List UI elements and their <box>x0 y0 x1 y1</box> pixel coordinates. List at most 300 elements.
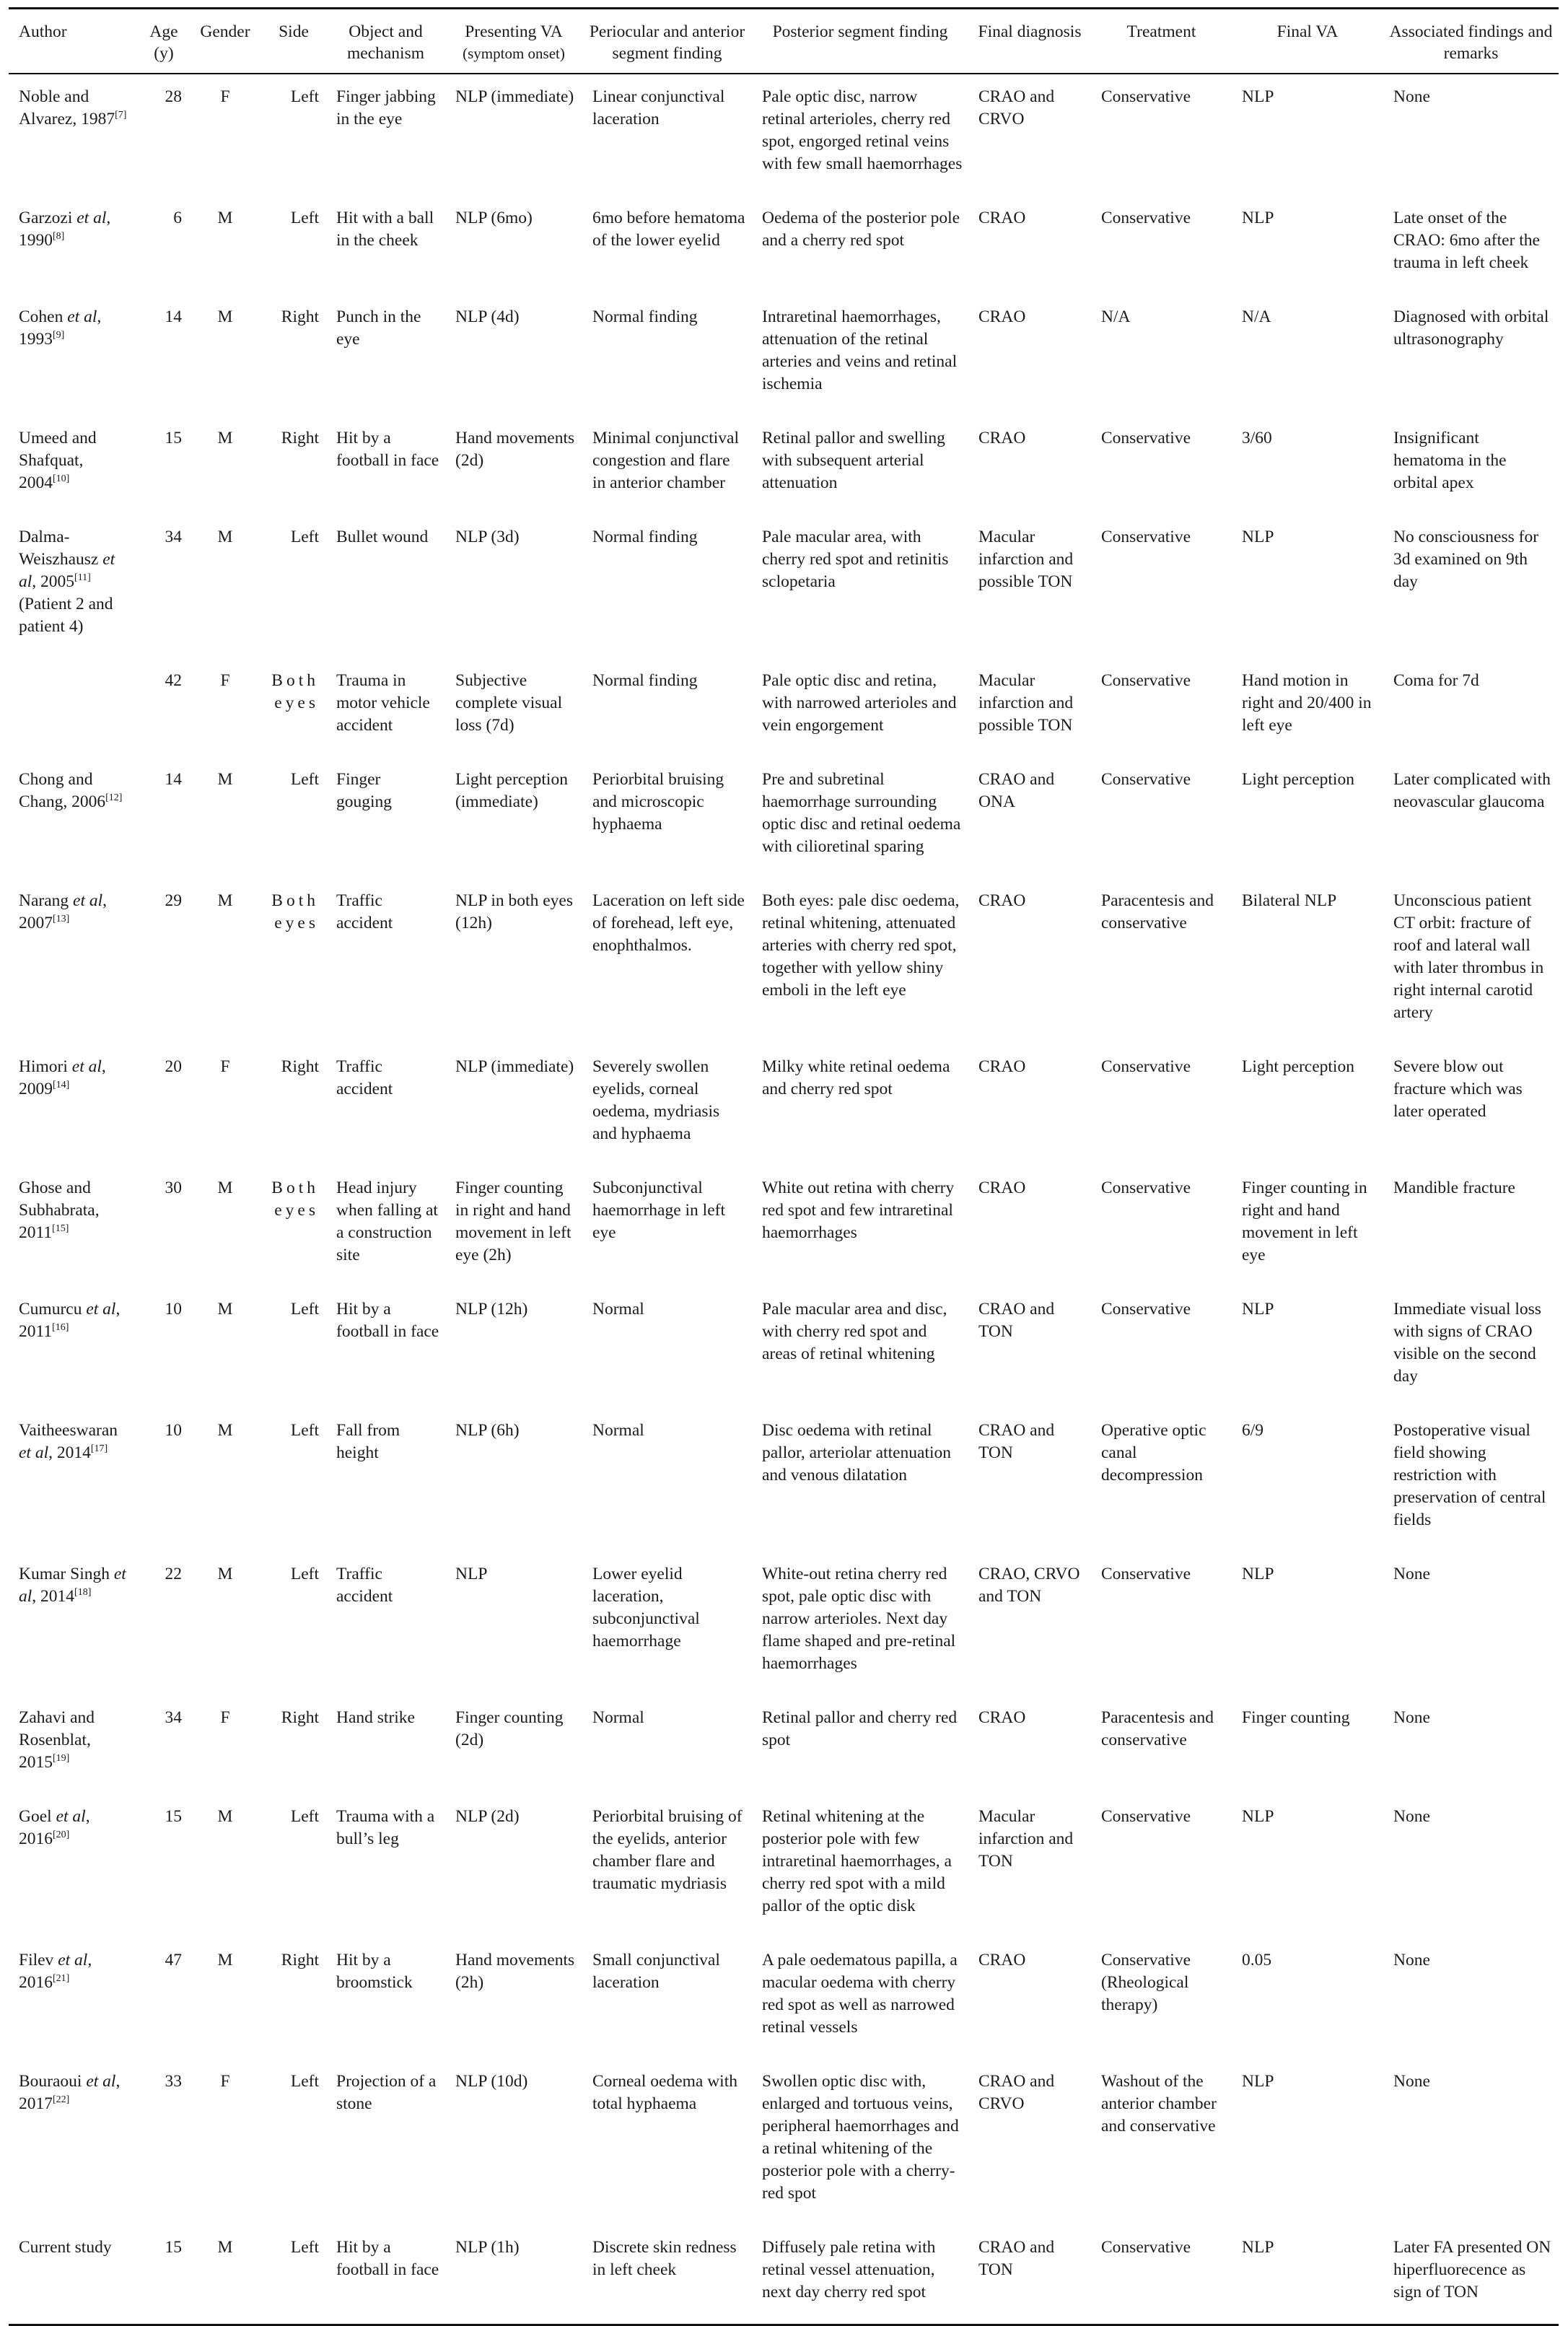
presenting-va-cell: NLP (10d) <box>455 2072 528 2091</box>
diagnosis-cell: CRAO <box>978 429 1026 447</box>
presenting-va-cell: Subjective complete visual loss (7d) <box>455 671 563 735</box>
author-text: Umeed and Shafquat, 2004 <box>19 429 97 492</box>
author-cell <box>9 1287 139 1408</box>
final-va-cell: 0.05 <box>1242 1951 1272 1969</box>
mechanism-cell: Hit by a football in face <box>336 1300 439 1341</box>
header-diagnosis: Final diagnosis <box>978 22 1082 41</box>
remarks-cell: Insignificant hematoma in the orbital apex <box>1393 429 1507 492</box>
posterior-cell: Pale optic disc, narrow retinal arterioles, cherry red spot, engorged retinal veins with few small haemorrhages <box>762 87 963 173</box>
presenting-va-cell: NLP (1h) <box>455 2238 520 2257</box>
header-presenting-va-sub: (symptom onset) <box>463 45 565 62</box>
diagnosis-cell: CRAO and ONA <box>978 770 1055 811</box>
header-age: Age (y) <box>149 22 178 63</box>
side-cell: Both eyes <box>271 1179 319 1220</box>
author-cell <box>9 1695 139 1794</box>
author-year: , 2016 <box>19 1951 92 1992</box>
author-text: Kumar Singh <box>19 1565 114 1583</box>
treatment-cell: N/A <box>1101 307 1131 326</box>
gender-cell: F <box>220 671 230 690</box>
author-cell <box>9 2059 139 2225</box>
remarks-cell: None <box>1393 1951 1430 1969</box>
posterior-cell: Both eyes: pale disc oedema, retinal whitening, attenuated arteries with cherry red spot, together with yellow shiny emboli in the left eye <box>762 891 960 1000</box>
author-cell <box>9 196 139 294</box>
author-text: Cohen <box>19 307 68 326</box>
author-year: , 2005 <box>32 572 75 591</box>
author-extra: (Patient 2 and patient 4) <box>19 595 113 636</box>
treatment-cell: Paracentesis and conservative <box>1101 1708 1214 1749</box>
gender-cell: F <box>220 87 230 106</box>
table-row <box>9 757 1559 878</box>
table-row <box>9 1695 1559 1794</box>
author-text: Filev <box>19 1951 58 1969</box>
diagnosis-cell: CRAO <box>978 1179 1026 1197</box>
author-year: , 2009 <box>19 1057 106 1098</box>
age-cell: 15 <box>165 429 182 447</box>
final-va-cell: N/A <box>1242 307 1271 326</box>
final-va-cell: Bilateral NLP <box>1242 891 1337 910</box>
side-cell: Both eyes <box>271 891 319 932</box>
author-et-al: et al <box>19 1443 49 1462</box>
remarks-cell: None <box>1393 2072 1430 2091</box>
remarks-cell: Diagnosed with orbital ultrasonography <box>1393 307 1549 349</box>
author-et-al: et al <box>86 1300 116 1319</box>
posterior-cell: Pre and subretinal haemorrhage surrounding optic disc and retinal oedema with cilioretinal sparing <box>762 770 961 856</box>
age-cell: 34 <box>165 1708 182 1727</box>
age-cell: 6 <box>173 209 182 227</box>
treatment-cell: Conservative (Rheological therapy) <box>1101 1951 1191 2014</box>
author-et-al: et al <box>76 209 107 227</box>
author-year: , 2014 <box>32 1587 75 1606</box>
mechanism-cell: Hand strike <box>336 1708 415 1727</box>
age-cell: 22 <box>165 1565 182 1583</box>
author-cell <box>9 757 139 878</box>
table-row <box>9 2059 1559 2225</box>
mechanism-cell: Hit by a football in face <box>336 429 439 470</box>
author-et-al: et al <box>58 1951 88 1969</box>
mechanism-cell: Trauma in motor vehicle accident <box>336 671 430 735</box>
table-row <box>9 1044 1559 1166</box>
author-cell <box>9 294 139 416</box>
case-reports-table <box>9 7 1559 2326</box>
final-va-cell: Hand motion in right and 20/400 in left eye <box>1242 671 1372 735</box>
treatment-cell: Operative optic canal decompression <box>1101 1421 1206 1485</box>
remarks-cell: Mandible fracture <box>1393 1179 1515 1197</box>
age-cell: 10 <box>165 1421 182 1440</box>
gender-cell: F <box>220 1057 230 1076</box>
treatment-cell: Conservative <box>1101 1057 1191 1076</box>
mechanism-cell: Trauma with a bull’s leg <box>336 1807 435 1848</box>
treatment-cell: Conservative <box>1101 1807 1191 1826</box>
anterior-cell: Normal <box>592 1421 644 1440</box>
remarks-cell: Severe blow out fracture which was later operated <box>1393 1057 1523 1121</box>
diagnosis-cell: CRAO and CRVO <box>978 2072 1055 2113</box>
side-cell: Left <box>290 1565 319 1583</box>
remarks-cell: Immediate visual loss with signs of CRAO visible on the second day <box>1393 1300 1541 1386</box>
author-cell <box>9 1938 139 2059</box>
age-cell: 20 <box>165 1057 182 1076</box>
treatment-cell: Conservative <box>1101 1300 1191 1319</box>
treatment-cell: Washout of the anterior chamber and conservative <box>1101 2072 1217 2135</box>
author-year: , 1990 <box>19 209 111 250</box>
age-cell: 28 <box>165 87 182 106</box>
treatment-cell: Conservative <box>1101 1565 1191 1583</box>
citation-ref: [12] <box>105 792 123 804</box>
citation-ref: [15] <box>52 1223 69 1235</box>
diagnosis-cell: Macular infarction and TON <box>978 1807 1074 1871</box>
anterior-cell: Laceration on left side of forehead, left eye, enophthalmos. <box>592 891 745 955</box>
final-va-cell: NLP <box>1242 87 1274 106</box>
diagnosis-cell: CRAO, CRVO and TON <box>978 1565 1080 1606</box>
author-et-al: et al <box>86 2072 116 2091</box>
presenting-va-cell: Hand movements (2d) <box>455 429 575 470</box>
author-year: , 2007 <box>19 891 108 932</box>
header-row <box>9 9 1559 74</box>
gender-cell: F <box>220 1708 230 1727</box>
final-va-cell: NLP <box>1242 1300 1274 1319</box>
author-cell <box>9 658 139 757</box>
age-cell: 14 <box>165 307 182 326</box>
side-cell: Right <box>281 1057 319 1076</box>
treatment-cell: Conservative <box>1101 528 1191 546</box>
presenting-va-cell: NLP (3d) <box>455 528 520 546</box>
diagnosis-cell: CRAO <box>978 1951 1026 1969</box>
table-row <box>9 1552 1559 1695</box>
posterior-cell: White-out retina cherry red spot, pale optic disc with narrow arterioles. Next day flame shaped and pre-retinal haemorrhages <box>762 1565 956 1673</box>
author-text: Ghose and Subhabrata, 2011 <box>19 1179 100 1242</box>
diagnosis-cell: CRAO <box>978 1708 1026 1727</box>
mechanism-cell: Traffic accident <box>336 1057 393 1098</box>
final-va-cell: NLP <box>1242 528 1274 546</box>
header-final-va: Final VA <box>1276 22 1339 41</box>
posterior-cell: Swollen optic disc with, enlarged and tortuous veins, peripheral haemorrhages and a retinal whitening of the posterior pole with a cherry-red spot <box>762 2072 959 2203</box>
citation-ref: [8] <box>53 231 65 242</box>
author-text: Vaitheeswaran <box>19 1421 118 1440</box>
citation-ref: [16] <box>52 1322 69 1334</box>
diagnosis-cell: CRAO <box>978 209 1026 227</box>
posterior-cell: Pale macular area and disc, with cherry red spot and areas of retinal whitening <box>762 1300 947 1363</box>
side-cell: Both eyes <box>271 671 319 712</box>
treatment-cell: Conservative <box>1101 209 1191 227</box>
age-cell: 34 <box>165 528 182 546</box>
side-cell: Left <box>290 528 319 546</box>
remarks-cell: Later complicated with neovascular glaucoma <box>1393 770 1551 811</box>
author-text: Goel <box>19 1807 56 1826</box>
table-body <box>9 74 1559 2325</box>
author-cell <box>9 1044 139 1166</box>
mechanism-cell: Traffic accident <box>336 1565 393 1606</box>
anterior-cell: Severely swollen eyelids, corneal oedema, mydriasis and hyphaema <box>592 1057 720 1143</box>
diagnosis-cell: CRAO and TON <box>978 2238 1055 2279</box>
author-cell <box>9 1408 139 1552</box>
mechanism-cell: Finger jabbing in the eye <box>336 87 436 128</box>
author-et-al: et al <box>56 1807 86 1826</box>
mechanism-cell: Hit with a ball in the cheek <box>336 209 434 250</box>
author-year: , 2017 <box>19 2072 121 2113</box>
anterior-cell: Lower eyelid laceration, subconjunctival haemorrhage <box>592 1565 700 1651</box>
treatment-cell: Paracentesis and conservative <box>1101 891 1214 932</box>
remarks-cell: Postoperative visual field showing restriction with preservation of central fields <box>1393 1421 1546 1529</box>
age-cell: 14 <box>165 770 182 789</box>
citation-ref: [18] <box>74 1587 92 1599</box>
remarks-cell: Later FA presented ON hiperfluorecence as sign of TON <box>1393 2238 1551 2301</box>
presenting-va-cell: NLP in both eyes (12h) <box>455 891 573 932</box>
citation-ref: [14] <box>53 1080 70 1091</box>
remarks-cell: Coma for 7d <box>1393 671 1479 690</box>
author-cell <box>9 416 139 515</box>
final-va-cell: Light perception <box>1242 770 1354 789</box>
anterior-cell: 6mo before hematoma of the lower eyelid <box>592 209 745 250</box>
gender-cell: M <box>217 1951 233 1969</box>
side-cell: Right <box>281 1951 319 1969</box>
gender-cell: M <box>217 1565 233 1583</box>
author-et-al: et al <box>19 1565 126 1606</box>
table-row <box>9 658 1559 757</box>
posterior-cell: Retinal pallor and cherry red spot <box>762 1708 958 1749</box>
citation-ref: [13] <box>53 914 70 925</box>
author-cell <box>9 878 139 1044</box>
mechanism-cell: Head injury when falling at a construction site <box>336 1179 438 1264</box>
author-text: Noble and Alvarez, 1987 <box>19 87 115 128</box>
author-text: Current study <box>19 2238 112 2257</box>
mechanism-cell: Finger gouging <box>336 770 393 811</box>
table-row <box>9 1938 1559 2059</box>
age-cell: 42 <box>165 671 182 690</box>
anterior-cell: Corneal oedema with total hyphaema <box>592 2072 737 2113</box>
final-va-cell: Finger counting <box>1242 1708 1350 1727</box>
age-cell: 30 <box>165 1179 182 1197</box>
side-cell: Left <box>290 2072 319 2091</box>
gender-cell: M <box>217 1807 233 1826</box>
anterior-cell: Normal finding <box>592 307 698 326</box>
citation-ref: [7] <box>115 110 127 121</box>
header-presenting-va-main: Presenting VA <box>465 22 563 41</box>
treatment-cell: Conservative <box>1101 1179 1191 1197</box>
posterior-cell: Disc oedema with retinal pallor, arteriolar attenuation and venous dilatation <box>762 1421 952 1485</box>
citation-ref: [9] <box>53 330 65 341</box>
final-va-cell: NLP <box>1242 2072 1274 2091</box>
table-row <box>9 1166 1559 1287</box>
diagnosis-cell: CRAO and TON <box>978 1300 1055 1341</box>
side-cell: Left <box>290 87 319 106</box>
posterior-cell: Diffusely pale retina with retinal vessel attenuation, next day cherry red spot <box>762 2238 936 2301</box>
final-va-cell: NLP <box>1242 1807 1274 1826</box>
presenting-va-cell: NLP (6mo) <box>455 209 533 227</box>
remarks-cell: None <box>1393 1565 1430 1583</box>
age-cell: 15 <box>165 2238 182 2257</box>
posterior-cell: A pale oedematous papilla, a macular oedema with cherry red spot as well as narrowed retinal vessels <box>762 1951 958 2037</box>
mechanism-cell: Fall from height <box>336 1421 400 1462</box>
table-container <box>9 7 1559 2326</box>
side-cell: Left <box>290 2238 319 2257</box>
header-mechanism: Object and mechanism <box>346 22 425 63</box>
age-cell: 33 <box>165 2072 182 2091</box>
remarks-cell: No consciousness for 3d examined on 9th day <box>1393 528 1539 591</box>
author-text: Cumurcu <box>19 1300 87 1319</box>
table-row <box>9 1287 1559 1408</box>
gender-cell: M <box>217 2238 233 2257</box>
author-year: , 2011 <box>19 1300 121 1341</box>
side-cell: Right <box>281 429 319 447</box>
posterior-cell: White out retina with cherry red spot and few intraretinal haemorrhages <box>762 1179 955 1242</box>
anterior-cell: Periorbital bruising and microscopic hyphaema <box>592 770 724 834</box>
author-cell <box>9 1552 139 1695</box>
header-presenting-va <box>445 9 582 74</box>
author-text: Zahavi and Rosenblat, 2015 <box>19 1708 95 1772</box>
author-et-al: et al <box>71 1057 102 1076</box>
gender-cell: M <box>217 528 233 546</box>
mechanism-cell: Hit by a broomstick <box>336 1951 413 1992</box>
presenting-va-cell: NLP (4d) <box>455 307 520 326</box>
anterior-cell: Small conjunctival laceration <box>592 1951 720 1992</box>
final-va-cell: NLP <box>1242 1565 1274 1583</box>
remarks-cell: None <box>1393 1807 1430 1826</box>
side-cell: Right <box>281 1708 319 1727</box>
header-remarks: Associated findings and remarks <box>1389 22 1553 63</box>
citation-ref: [17] <box>90 1443 108 1455</box>
header-anterior: Periocular and anterior segment finding <box>589 22 745 63</box>
presenting-va-cell: Light perception (immediate) <box>455 770 568 811</box>
side-cell: Left <box>290 1807 319 1826</box>
anterior-cell: Normal finding <box>592 671 698 690</box>
side-cell: Left <box>290 209 319 227</box>
citation-ref: [19] <box>53 1753 70 1765</box>
presenting-va-cell: NLP (2d) <box>455 1807 520 1826</box>
treatment-cell: Conservative <box>1101 87 1191 106</box>
table-row <box>9 878 1559 1044</box>
final-va-cell: NLP <box>1242 2238 1274 2257</box>
age-cell: 15 <box>165 1807 182 1826</box>
remarks-cell: None <box>1393 1708 1430 1727</box>
posterior-cell: Retinal pallor and swelling with subsequent arterial attenuation <box>762 429 945 492</box>
treatment-cell: Conservative <box>1101 671 1191 690</box>
final-va-cell: NLP <box>1242 209 1274 227</box>
presenting-va-cell: Hand movements (2h) <box>455 1951 575 1992</box>
citation-ref: [11] <box>74 572 91 584</box>
author-year: , 2016 <box>19 1807 90 1848</box>
diagnosis-cell: CRAO <box>978 307 1026 326</box>
table-row <box>9 1408 1559 1552</box>
posterior-cell: Pale macular area, with cherry red spot and retinitis sclopetaria <box>762 528 949 591</box>
table-row <box>9 294 1559 416</box>
author-cell <box>9 515 139 658</box>
final-va-cell: 6/9 <box>1242 1421 1264 1440</box>
author-cell <box>9 2225 139 2325</box>
treatment-cell: Conservative <box>1101 770 1191 789</box>
author-text: Bouraoui <box>19 2072 87 2091</box>
table-row <box>9 74 1559 196</box>
author-year: , 1993 <box>19 307 102 349</box>
final-va-cell: 3/60 <box>1242 429 1272 447</box>
author-year: , 2014 <box>48 1443 91 1462</box>
side-cell: Left <box>290 1421 319 1440</box>
anterior-cell: Linear conjunctival laceration <box>592 87 725 128</box>
mechanism-cell: Punch in the eye <box>336 307 421 349</box>
gender-cell: M <box>217 891 233 910</box>
anterior-cell: Subconjunctival haemorrhage in left eye <box>592 1179 725 1242</box>
table-row <box>9 196 1559 294</box>
author-cell <box>9 1166 139 1287</box>
gender-cell: M <box>217 1421 233 1440</box>
presenting-va-cell: NLP (12h) <box>455 1300 528 1319</box>
treatment-cell: Conservative <box>1101 429 1191 447</box>
posterior-cell: Oedema of the posterior pole and a cherry red spot <box>762 209 960 250</box>
author-et-al: et al <box>67 307 97 326</box>
posterior-cell: Intraretinal haemorrhages, attenuation of the retinal arteries and veins and retinal ischemia <box>762 307 958 393</box>
table-row <box>9 1794 1559 1938</box>
presenting-va-cell: NLP (6h) <box>455 1421 520 1440</box>
side-cell: Left <box>290 1300 319 1319</box>
author-cell <box>9 1794 139 1938</box>
author-text: Chong and Chang, 2006 <box>19 770 106 811</box>
diagnosis-cell: CRAO <box>978 891 1026 910</box>
header-gender: Gender <box>200 22 250 41</box>
author-text: Himori <box>19 1057 72 1076</box>
gender-cell: M <box>217 429 233 447</box>
table-row <box>9 416 1559 515</box>
remarks-cell: None <box>1393 87 1430 106</box>
diagnosis-cell: Macular infarction and possible TON <box>978 528 1074 591</box>
mechanism-cell: Traffic accident <box>336 891 393 932</box>
header-treatment: Treatment <box>1126 22 1196 41</box>
mechanism-cell: Projection of a stone <box>336 2072 437 2113</box>
remarks-cell: Late onset of the CRAO: 6mo after the trauma in left cheek <box>1393 209 1540 272</box>
presenting-va-cell: NLP (immediate) <box>455 1057 574 1076</box>
presenting-va-cell: NLP <box>455 1565 488 1583</box>
mechanism-cell: Hit by a football in face <box>336 2238 439 2279</box>
treatment-cell: Conservative <box>1101 2238 1191 2257</box>
anterior-cell: Normal finding <box>592 528 698 546</box>
final-va-cell: Finger counting in right and hand movement in left eye <box>1242 1179 1367 1264</box>
presenting-va-cell: NLP (immediate) <box>455 87 574 106</box>
author-text: Dalma-Weiszhausz <box>19 528 103 569</box>
remarks-cell: Unconscious patient CT orbit: fracture of roof and lateral wall with later thrombus in right internal carotid artery <box>1393 891 1544 1022</box>
author-et-al: et al <box>19 550 115 591</box>
diagnosis-cell: CRAO <box>978 1057 1026 1076</box>
header-posterior: Posterior segment finding <box>772 22 948 41</box>
age-cell: 10 <box>165 1300 182 1319</box>
author-cell <box>9 74 139 196</box>
citation-ref: [21] <box>53 1973 70 1985</box>
citation-ref: [10] <box>53 473 70 485</box>
anterior-cell: Minimal conjunctival congestion and flare in anterior chamber <box>592 429 739 492</box>
author-text: Garzozi <box>19 209 77 227</box>
side-cell: Left <box>290 770 319 789</box>
gender-cell: M <box>217 307 233 326</box>
gender-cell: M <box>217 1300 233 1319</box>
age-cell: 47 <box>165 1951 182 1969</box>
anterior-cell: Normal <box>592 1300 644 1319</box>
gender-cell: F <box>220 2072 230 2091</box>
posterior-cell: Milky white retinal oedema and cherry red spot <box>762 1057 950 1098</box>
citation-ref: [22] <box>53 2094 70 2106</box>
anterior-cell: Normal <box>592 1708 644 1727</box>
author-text: Narang <box>19 891 74 910</box>
diagnosis-cell: Macular infarction and possible TON <box>978 671 1074 735</box>
header-author: Author <box>19 22 67 41</box>
side-cell: Right <box>281 307 319 326</box>
diagnosis-cell: CRAO and CRVO <box>978 87 1055 128</box>
gender-cell: M <box>217 1179 233 1197</box>
header-side: Side <box>279 22 309 41</box>
presenting-va-cell: Finger counting in right and hand movement in left eye (2h) <box>455 1179 571 1264</box>
mechanism-cell: Bullet wound <box>336 528 429 546</box>
citation-ref: [20] <box>53 1829 70 1841</box>
author-et-al: et al <box>73 891 103 910</box>
presenting-va-cell: Finger counting (2d) <box>455 1708 564 1749</box>
posterior-cell: Retinal whitening at the posterior pole with few intraretinal haemorrhages, a cherry red spot with a mild pallor of the optic disk <box>762 1807 952 1915</box>
diagnosis-cell: CRAO and TON <box>978 1421 1055 1462</box>
table-row <box>9 2225 1559 2325</box>
